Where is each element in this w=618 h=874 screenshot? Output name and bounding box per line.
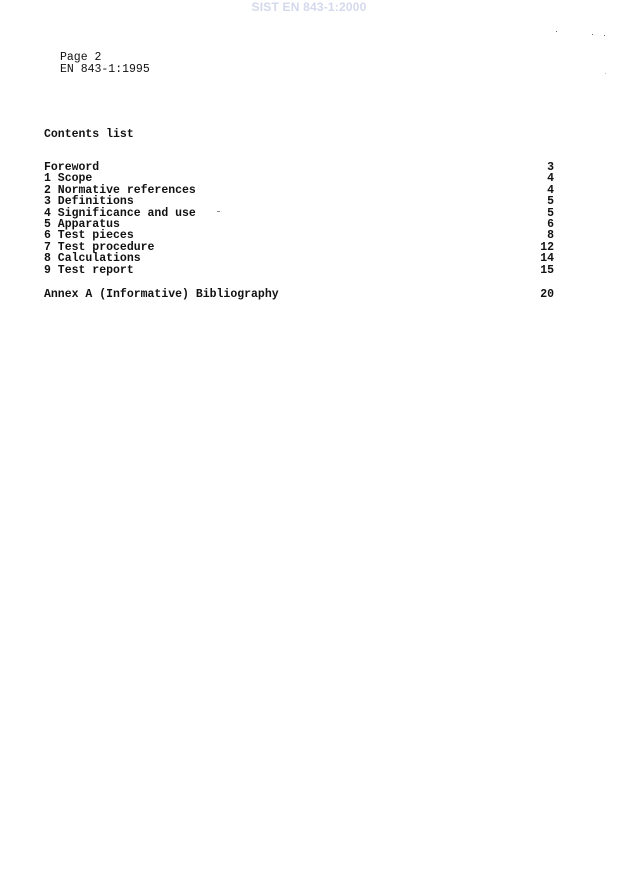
- toc-entry-title: 4 Significance and use: [44, 206, 196, 220]
- toc-entry-significance: [44, 208, 554, 219]
- toc-entry-title: 3 Definitions: [44, 195, 134, 209]
- toc-entry-title: 5 Apparatus: [44, 217, 120, 231]
- toc-entry-title: 7 Test procedure: [44, 240, 155, 254]
- toc-entry-page: 4: [547, 183, 554, 197]
- table-of-contents: [44, 162, 554, 276]
- toc-entry-title: 8 Calculations: [44, 252, 141, 266]
- scan-speck: [217, 211, 220, 212]
- toc-entry-page: 12: [540, 240, 554, 254]
- toc-entry-calculations: [44, 253, 554, 264]
- scan-speck: [592, 34, 593, 35]
- toc-entry-page: 14: [540, 252, 554, 266]
- page-number: Page 2: [60, 51, 102, 64]
- toc-entry-foreword: [44, 162, 554, 173]
- page-header: [60, 52, 150, 76]
- toc-entry-page: 20: [540, 288, 554, 301]
- toc-entry-page: 5: [547, 195, 554, 209]
- toc-entry-title: Annex A (Informative) Bibliography: [44, 288, 279, 301]
- toc-entry-page: 6: [547, 217, 554, 231]
- scan-speck: [605, 73, 606, 74]
- toc-entry-test-report: [44, 265, 554, 276]
- toc-entry-annex-a: [44, 288, 554, 301]
- toc-entry-page: 5: [547, 206, 554, 220]
- toc-entry-page: 4: [547, 172, 554, 186]
- toc-entry-page: 8: [547, 229, 554, 243]
- toc-entry-title: 9 Test report: [44, 263, 134, 277]
- contents-heading: Contents list: [44, 128, 134, 141]
- document-watermark: SIST EN 843-1:2000: [251, 0, 367, 14]
- scan-speck: [604, 35, 605, 36]
- toc-entry-definitions: [44, 196, 554, 207]
- standard-reference: EN 843-1:1995: [60, 63, 150, 76]
- toc-entry-title: 2 Normative references: [44, 183, 196, 197]
- toc-entry-title: 1 Scope: [44, 172, 93, 186]
- toc-entry-title: 6 Test pieces: [44, 229, 134, 243]
- toc-entry-page: 3: [547, 161, 554, 174]
- toc-entry-title: Foreword: [44, 161, 100, 174]
- toc-entry-page: 15: [540, 263, 554, 277]
- scan-speck: [556, 31, 557, 32]
